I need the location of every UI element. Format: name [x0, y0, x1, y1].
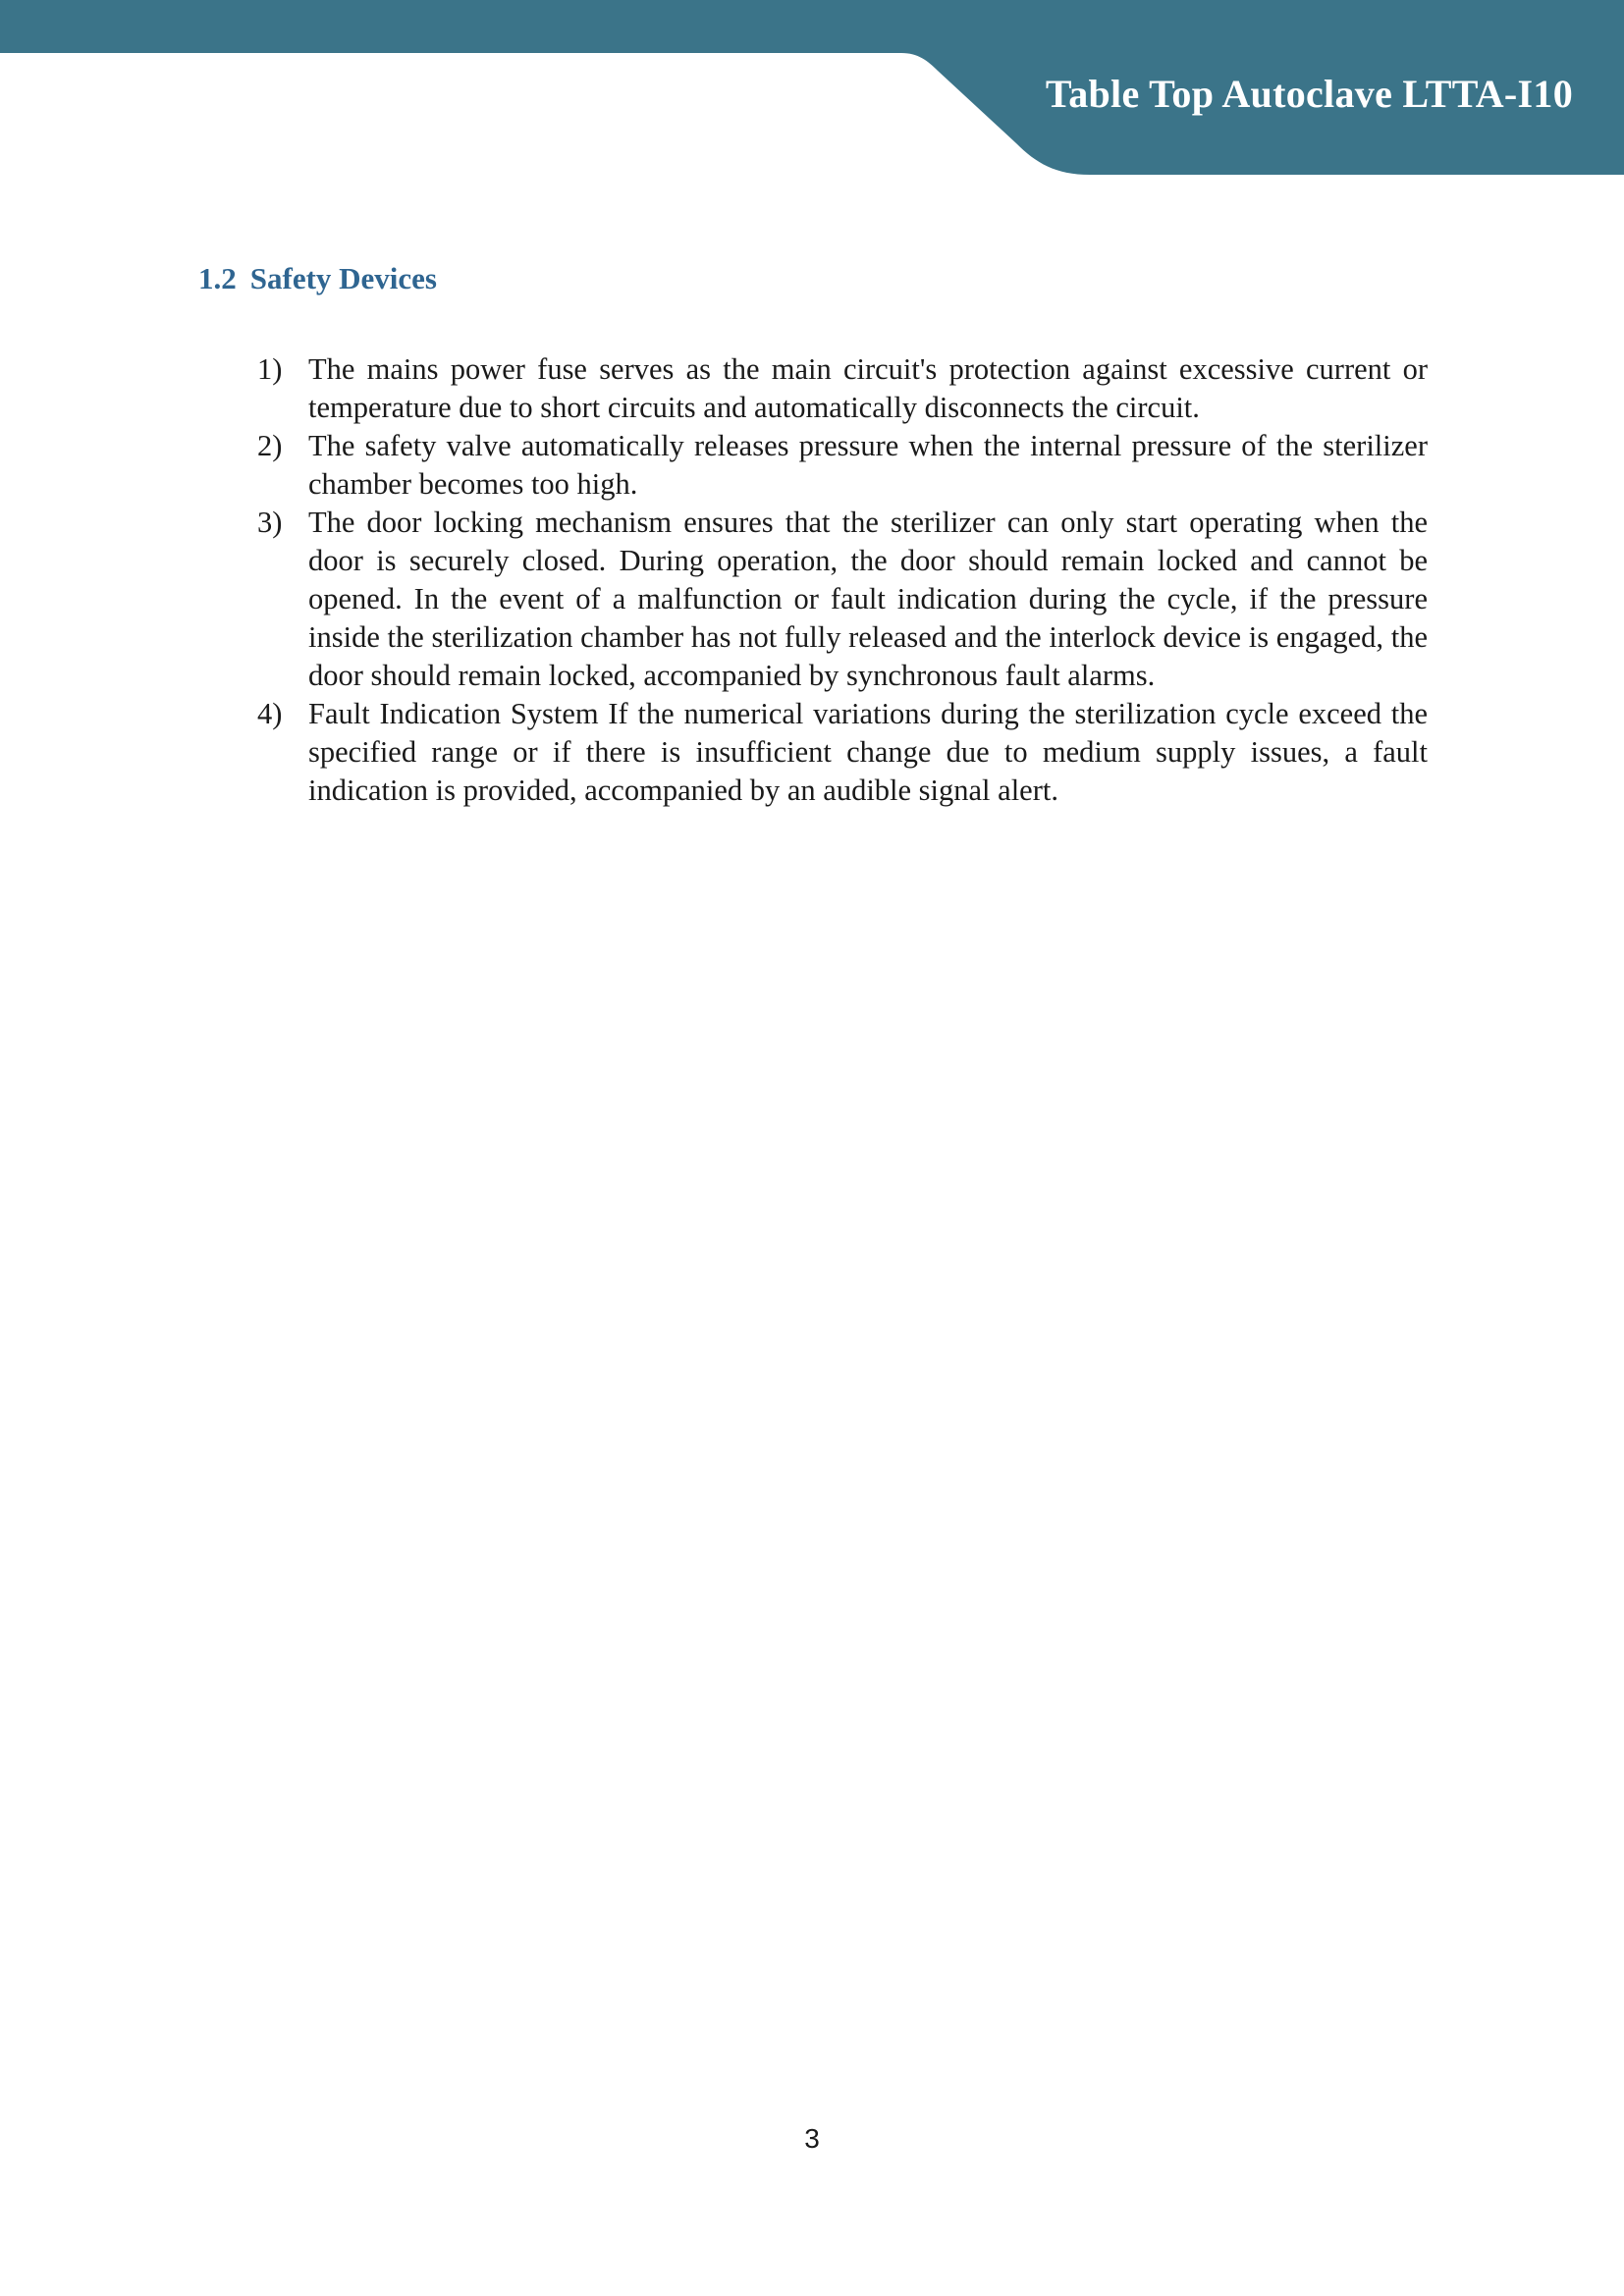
- list-item: [257, 695, 1428, 810]
- list-item-text: The mains power fuse serves as the main circuit's protection against excessive current or temperature due to short circuits and automatically disconnects the circuit.: [308, 352, 1428, 424]
- list-item: [257, 427, 1428, 504]
- page-number: 3: [804, 2123, 820, 2154]
- document-title: Table Top Autoclave LTTA-I10: [1045, 72, 1573, 116]
- list-item-marker: 3): [257, 506, 283, 539]
- list-item-text: The door locking mechanism ensures that the sterilizer can only start operating when the door is securely closed. During operation, the door should remain locked and cannot be opened. In the event of a malfunction or fault indication during the cycle, if the pressure inside the sterilization chamber has not fully released and the interlock device is engaged, the door should remain locked, accompanied by synchronous fault alarms.: [308, 506, 1428, 692]
- list-item-marker: 4): [257, 697, 283, 730]
- list-item-text: Fault Indication System If the numerical variations during the sterilization cycle exceed the specified range or if there is insufficient change due to medium supply issues, a fault indication is provided, accompanied by an audible signal alert.: [308, 697, 1428, 807]
- section-number: 1.2: [198, 261, 237, 295]
- list-item: [257, 504, 1428, 695]
- safety-devices-list: [257, 350, 1428, 810]
- section-title: Safety Devices: [249, 261, 437, 295]
- list-item: [257, 350, 1428, 427]
- list-item-marker: 2): [257, 429, 283, 462]
- section-heading: [198, 261, 437, 296]
- list-item-marker: 1): [257, 352, 283, 386]
- list-item-text: The safety valve automatically releases pressure when the internal pressure of the sterilizer chamber becomes too high.: [308, 429, 1428, 501]
